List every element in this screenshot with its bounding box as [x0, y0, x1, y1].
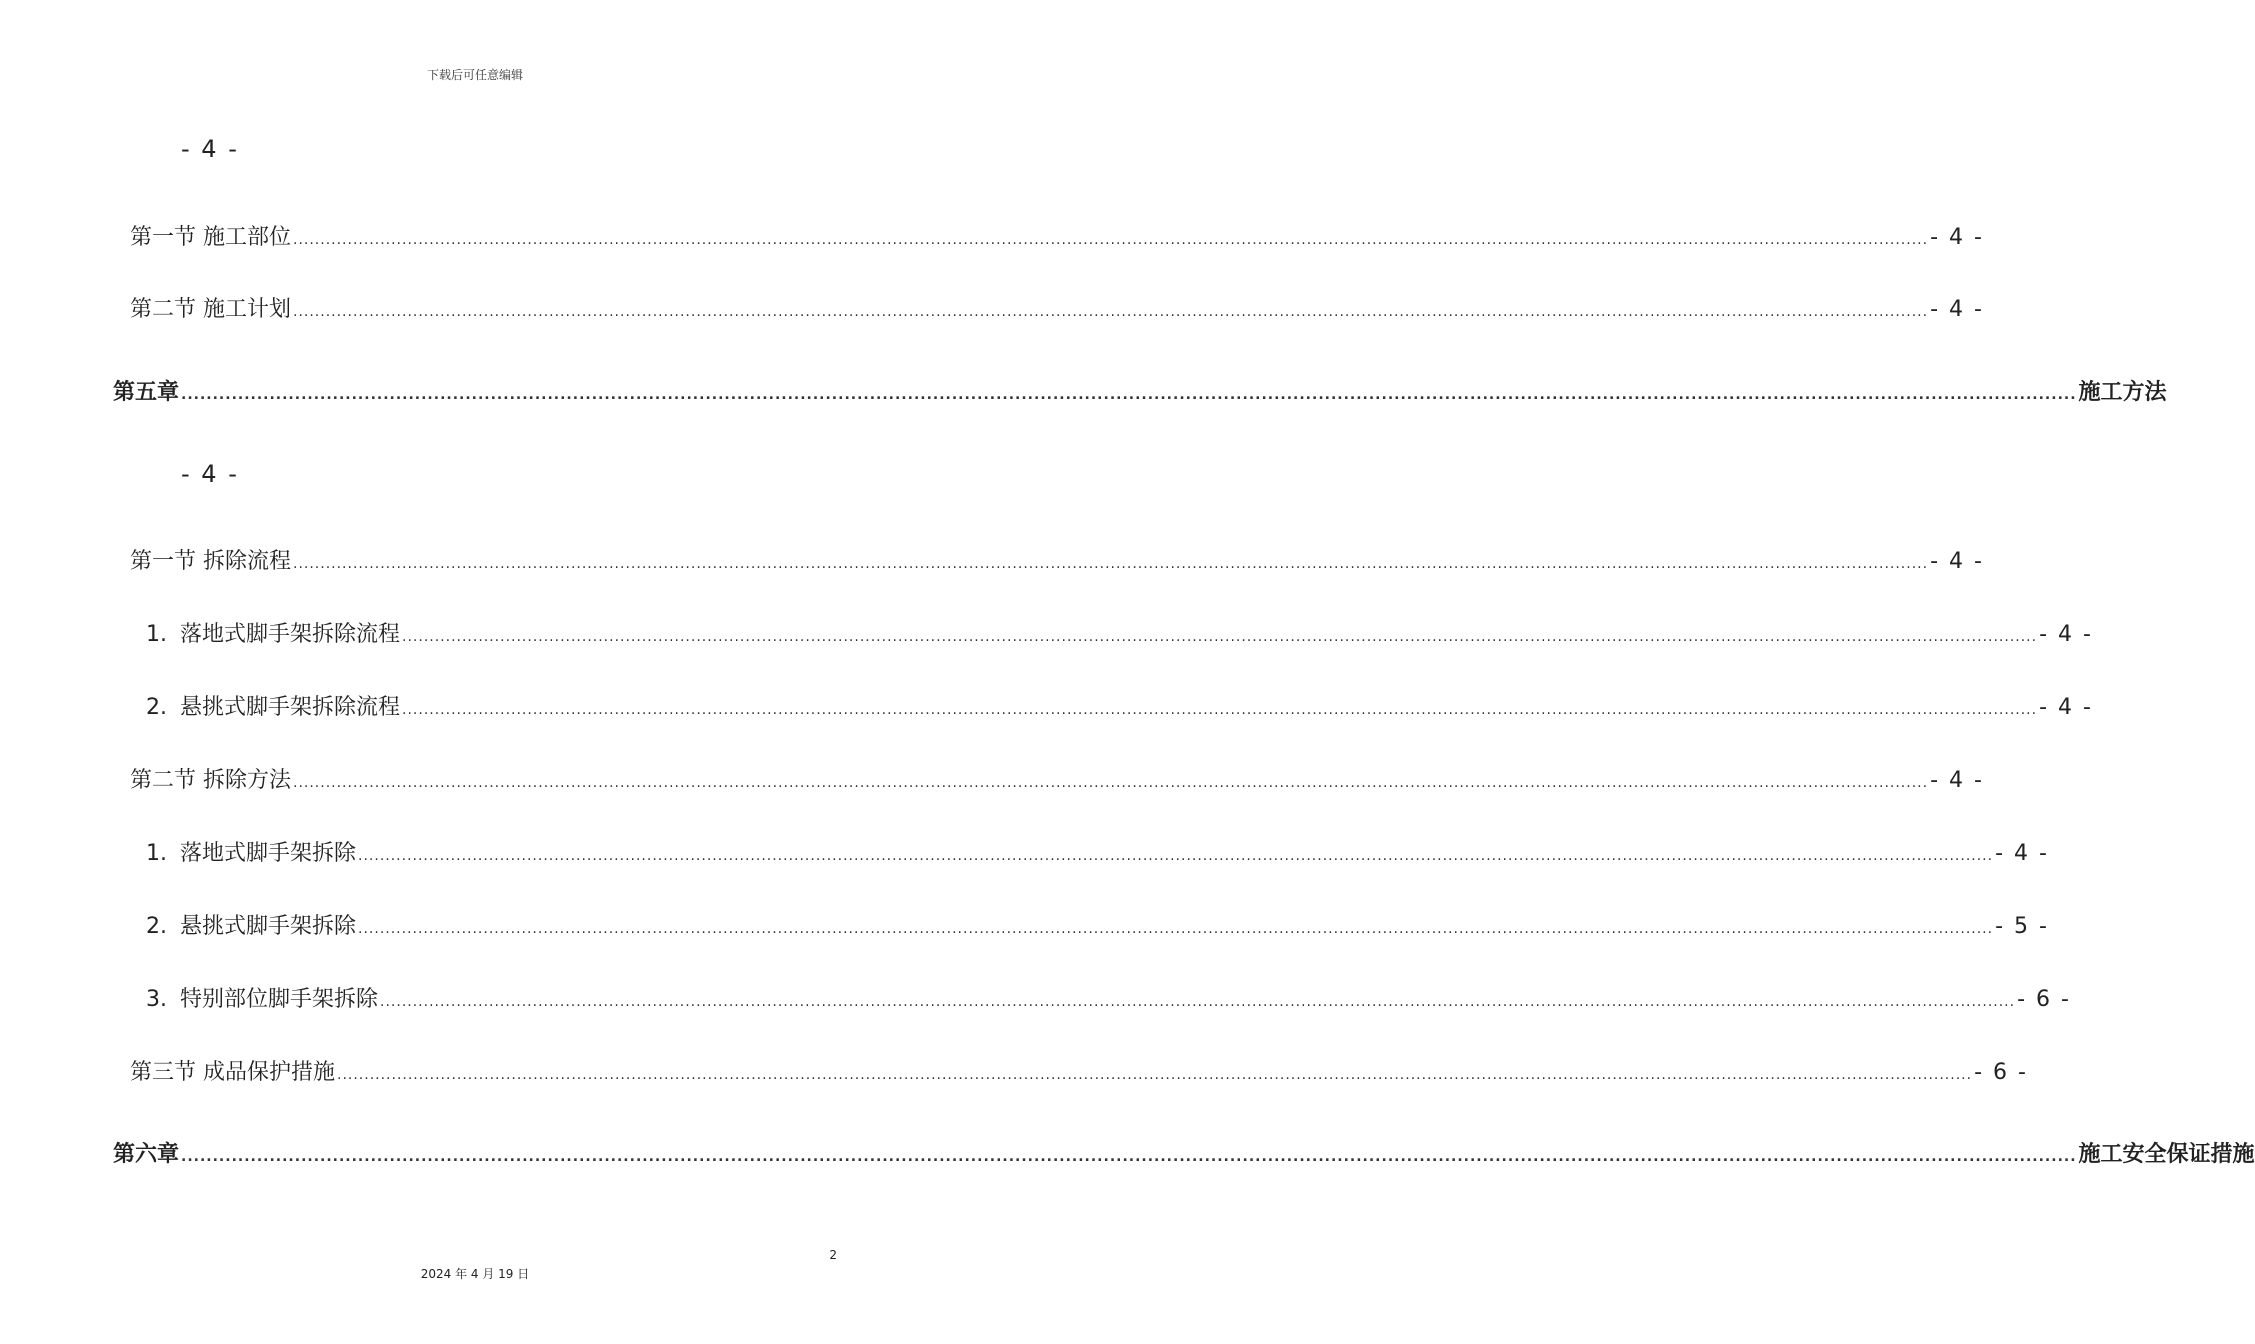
toc-entry-page: - 4 - [1930, 768, 1984, 793]
toc-entry-number: 1. [146, 622, 167, 647]
toc-entry-label: 第二节 拆除方法 [130, 768, 291, 793]
toc-entry-page: - 4 - [1930, 297, 1984, 322]
toc-entry-item[interactable] [146, 836, 2049, 867]
toc-entry-label: 落地式脚手架拆除流程 [180, 622, 401, 647]
toc-entry-label: 第一节 拆除流程 [130, 549, 291, 574]
toc-entry-number: 1. [146, 841, 167, 866]
toc-leader-dots: ............................................................................................................................................................................................................................................................................................................ [337, 1067, 1973, 1083]
toc-leader-dots: ............................................................................................................................................................................................................................................................................................................ [402, 702, 2038, 718]
toc-leader-dots: ............................................................................................................................................................................................................................................................................................................ [358, 848, 1994, 864]
toc-leader-dots: ............................................................................................................................................................................................................................................................................................................ [380, 994, 2016, 1010]
toc-leader-dots: ............................................................................................................................................................................................................................................................................................................ [181, 1149, 2077, 1165]
toc-leader-dots: ............................................................................................................................................................................................................................................................................................................ [293, 556, 1929, 572]
toc-entry-number: 3. [146, 987, 167, 1012]
toc-leader-dots: ............................................................................................................................................................................................................................................................................................................ [181, 387, 2077, 403]
toc-entry-label-wrap [146, 909, 356, 940]
toc-entry-page: - 4 - [1995, 841, 2049, 866]
toc-entry-label: 悬挑式脚手架拆除 [180, 914, 357, 939]
toc-leader-dots: ............................................................................................................................................................................................................................................................................................................ [293, 775, 1929, 791]
toc-entry-number: 2. [146, 695, 167, 720]
toc-entry-label: 特别部位脚手架拆除 [180, 987, 379, 1012]
toc-entry-label: 落地式脚手架拆除 [180, 841, 357, 866]
toc-entry-label-wrap [146, 982, 378, 1013]
toc-entry-page: - 4 - [1930, 549, 1984, 574]
toc-entry-label: 第六章 [113, 1142, 180, 1167]
toc-entry-section[interactable] [130, 544, 1984, 575]
toc-entry-label-wrap [146, 690, 400, 721]
toc-entry-title: 施工安全保证措施 [2078, 1142, 2255, 1167]
toc-leader-dots: ............................................................................................................................................................................................................................................................................................................ [293, 304, 1929, 320]
footer-date: 2024 年 4 月 19 日 [420, 1267, 530, 1281]
toc-entry-item[interactable] [146, 982, 2071, 1013]
toc-entry-item[interactable] [146, 909, 2049, 940]
toc-entry-item[interactable] [146, 690, 2093, 721]
toc-entry-section[interactable] [130, 220, 1984, 251]
toc-entry-number: 2. [146, 914, 167, 939]
page-mark: - 4 - [181, 135, 239, 163]
toc-entry-label: 第二节 施工计划 [130, 297, 291, 322]
toc-entry-label-wrap [146, 617, 400, 648]
toc-entry-label: 第三节 成品保护措施 [130, 1060, 335, 1085]
toc-entry-section[interactable] [130, 763, 1984, 794]
toc-entry-page: - 5 - [1995, 914, 2049, 939]
page-mark: - 4 - [181, 460, 239, 488]
page-header: 下载后可任意编辑 [426, 68, 523, 82]
toc-entry-item[interactable] [146, 617, 2093, 648]
toc-leader-dots: ............................................................................................................................................................................................................................................................................................................ [402, 629, 2038, 645]
toc-entry-page: - 6 - [1974, 1060, 2028, 1085]
toc-entry-page: - 6 - [2017, 987, 2071, 1012]
toc-entry-page: - 4 - [2039, 695, 2093, 720]
toc-entry-chapter[interactable] [113, 1137, 2255, 1168]
toc-entry-label: 悬挑式脚手架拆除流程 [180, 695, 401, 720]
toc-entry-label: 第一节 施工部位 [130, 225, 291, 250]
toc-entry-label-wrap [146, 836, 356, 867]
toc-entry-label: 第五章 [113, 380, 180, 405]
toc-leader-dots: ............................................................................................................................................................................................................................................................................................................ [358, 921, 1994, 937]
toc-entry-page: - 4 - [1930, 225, 1984, 250]
page-number: 2 [829, 1248, 837, 1262]
toc-leader-dots: ............................................................................................................................................................................................................................................................................................................ [293, 232, 1929, 248]
toc-entry-title: 施工方法 [2078, 380, 2167, 405]
toc-entry-chapter[interactable] [113, 375, 2167, 406]
toc-entry-section[interactable] [130, 292, 1984, 323]
toc-entry-page: - 4 - [2039, 622, 2093, 647]
toc-entry-section[interactable] [130, 1055, 2028, 1086]
